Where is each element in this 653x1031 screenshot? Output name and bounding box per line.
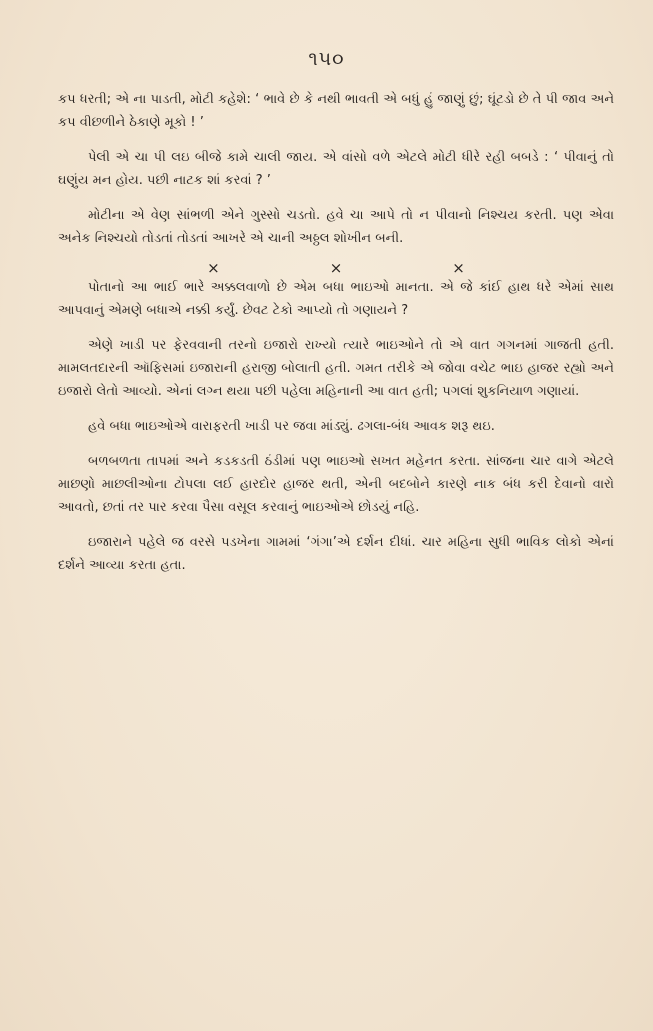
paragraph: હવે બધા ભાઇઓએ વારાફરતી ખાડી પર જવા માંડ્યું. ઢગલા-બંધ આવક શરૂ થઇ. <box>88 419 495 434</box>
separator-mark: × <box>207 259 220 277</box>
separator-mark: × <box>329 259 343 277</box>
separator-mark: × <box>452 259 465 277</box>
paragraph: કપ ધરતી; એ ના પાડતી, મોટી કહેશે: ‘ ભાવે છે કે નથી ભાવતી એ બધું હું જાણું છું; ઘૂંટડો છે તે પી જાવ અને કપ વીછળીને ઠેકાણે મૂકો ! ’ <box>58 92 614 130</box>
paragraph: બળબળતા તાપમાં અને કડકડતી ઠંડીમાં પણ ભાઇઓ સખત મહેનત કરતા. સાંજના ચાર વાગે એટલે માછણો માછલીઓના ટોપલા લઈ હારદોર હાજર થતી, એની બદબોને કારણે નાક બંધ કરી દેવાનો વારો આવતો, છતાં તર પાર કરવા પૈસા વસૂલ કરવાનું ભાઇઓએ છોડયું નહિ. <box>58 454 614 515</box>
paragraph: પેલી એ ચા પી લઇ બીજે કામે ચાલી જાય. એ વાંસો વળે એટલે મોટી ધીરે રહી બબડે : ‘ પીવાનું તો ઘણુંય મન હોય. પછી નાટક શાં કરવાં ? ’ <box>58 150 614 188</box>
paragraph: ઇજારાને પહેલે જ વરસે પડખેના ગામમાં ‘ગંગા’એ દર્શન દીધાં. ચાર મહિના સુધી ભાવિક લોકો એનાં દર્શને આવ્યા કરતા હતા. <box>58 535 614 573</box>
section-separator <box>58 258 614 278</box>
paragraph: પોતાનો આ ભાઈ ભારે અક્કલવાળો છે એમ બધા ભાઇઓ માનતા. એ જે કાંઈ હાથ ધરે એમાં સાથ આપવાનું એમણે બધાએ નક્કી કર્યું. છેવટ ટેકો આપ્યો તો ગણાયને ? <box>58 280 614 318</box>
paragraph: એણે ખાડી પર ફેરવવાની તરનો ઇજારો રાખ્યો ત્યારે ભાઇઓને તો એ વાત ગગનમાં ગાજતી હતી. મામલતદારની ઑફિસમાં ઇજારાની હરાજી બોલાતી હતી. ગમત તરીકે એ જોવા વચેટ ભાઇ હાજર રહ્યો અને ઇજારો લેતો આવ્યો. એનાં લગ્ન થયા પછી પહેલા મહિનાની આ વાત હતી; પગલાં શુકનિયાળ ગણાયાં. <box>58 338 614 399</box>
paragraph: મોટીના એ વેણ સાંભળી એને ગુસ્સો ચડતો. હવે ચા આપે તો ન પીવાનો નિશ્ચય કરતી. પણ એવા અનેક નિશ્ચયો તોડતાં તોડતાં આખરે એ ચાની અઠ્ઠલ શોખીન બની. <box>58 208 614 246</box>
page-number: ૧૫૦ <box>308 48 345 70</box>
page-body <box>58 88 614 589</box>
